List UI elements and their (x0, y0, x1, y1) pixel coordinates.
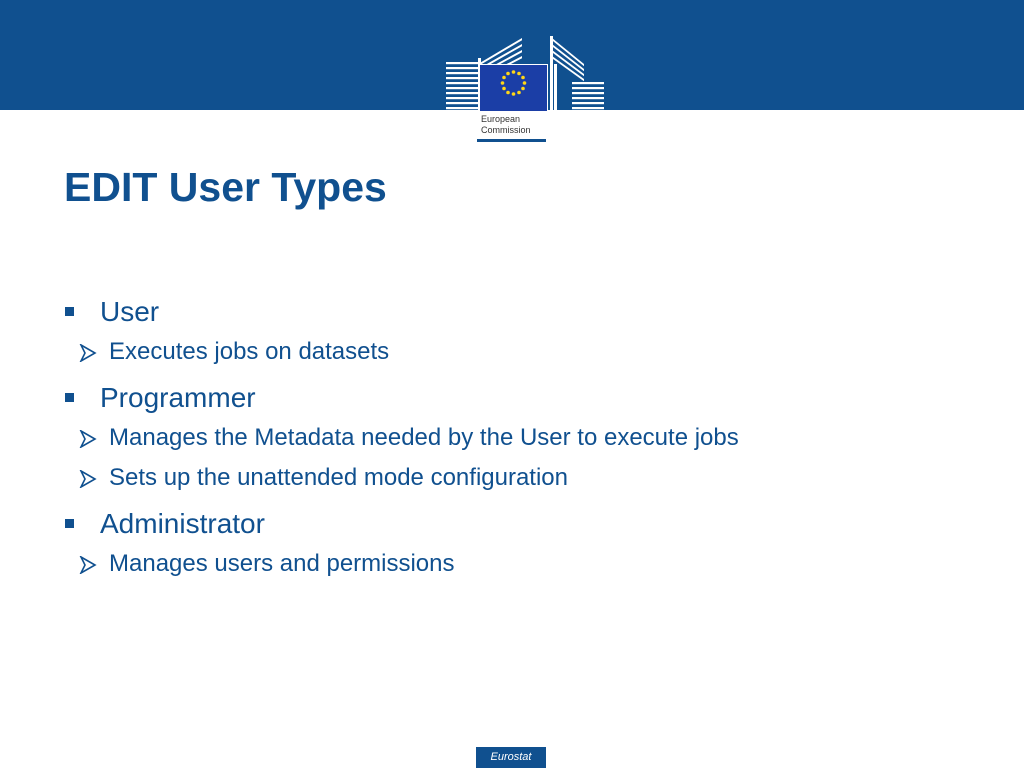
bullet-item-user (64, 292, 964, 332)
bullet-label: Programmer (100, 382, 256, 413)
sub-bullet-item (64, 332, 964, 372)
logo-line-2: Commission (481, 125, 531, 135)
commission-building-icon (444, 34, 606, 114)
bullet-item-administrator (64, 504, 964, 544)
logo-line-1: European (481, 114, 521, 124)
european-commission-logo (444, 34, 606, 146)
bullet-label: User (100, 296, 160, 327)
sub-bullet-text: Manages the Metadata needed by the User to execute jobs (109, 424, 739, 451)
bullet-label: Administrator (100, 508, 265, 539)
sub-bullet-item (64, 458, 964, 498)
bullet-list (64, 292, 964, 590)
logo-underline (477, 139, 546, 142)
sub-bullet-text: Manages users and permissions (109, 550, 455, 577)
slide-title: EDIT User Types (64, 164, 387, 210)
arrow-bullet-icon (79, 470, 97, 488)
sub-list-user (64, 332, 964, 372)
arrow-bullet-icon (79, 344, 97, 362)
square-bullet-icon (65, 393, 74, 402)
sub-bullet-text: Executes jobs on datasets (109, 338, 390, 365)
sub-bullet-item (64, 544, 964, 584)
logo-wordmark (481, 114, 561, 136)
sub-bullet-text: Sets up the unattended mode configuration (109, 464, 568, 491)
square-bullet-icon (65, 519, 74, 528)
square-bullet-icon (65, 307, 74, 316)
sub-list-programmer (64, 418, 964, 498)
sub-bullet-item (64, 418, 964, 458)
arrow-bullet-icon (79, 430, 97, 448)
sub-list-administrator (64, 544, 964, 584)
bullet-item-programmer (64, 378, 964, 418)
eurostat-badge: Eurostat (476, 747, 546, 768)
arrow-bullet-icon (79, 556, 97, 574)
